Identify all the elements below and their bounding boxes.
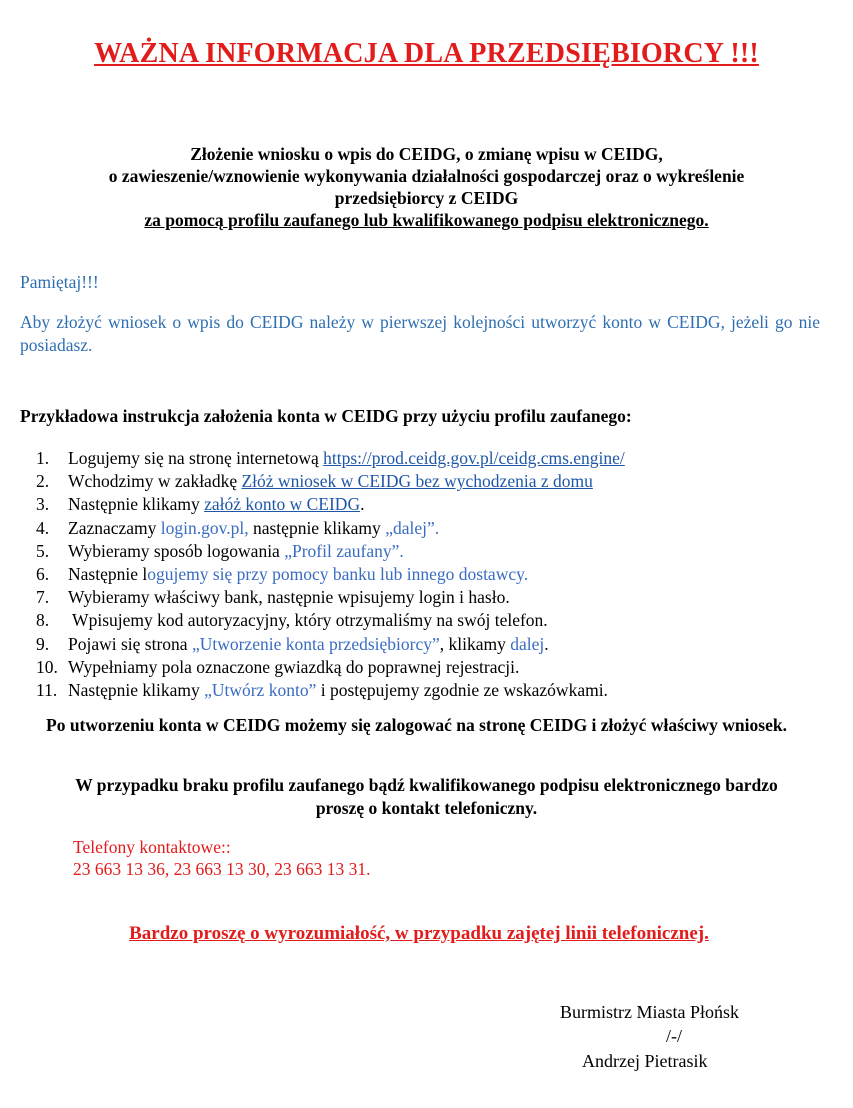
intro-line-1: Złożenie wniosku o wpis do CEIDG, o zmianę wpisu w CEIDG, bbox=[190, 144, 663, 164]
ceidg-url-link[interactable]: https://prod.ceidg.gov.pl/ceidg.cms.engine/ bbox=[323, 448, 625, 468]
apology-note: Bardzo proszę o wyrozumiałość, w przypadku zajętej linii telefonicznej. bbox=[129, 923, 709, 944]
intro-line-4: za pomocą profilu zaufanego lub kwalifikowanego podpisu elektronicznego. bbox=[144, 210, 709, 230]
highlight-text: „Utwórz konto” bbox=[204, 680, 317, 701]
step-text: Następnie klikamy bbox=[68, 680, 205, 701]
step-text: . bbox=[360, 494, 365, 515]
list-item bbox=[36, 517, 826, 540]
step-text: Logujemy się na stronę internetową bbox=[68, 448, 324, 468]
step-text: Wchodzimy w zakładkę bbox=[68, 471, 242, 492]
list-item bbox=[36, 563, 826, 586]
step-text: Pojawi się strona bbox=[68, 633, 192, 654]
list-number: 6. bbox=[36, 564, 50, 585]
list-item bbox=[36, 633, 826, 656]
no-profile-note bbox=[10, 774, 843, 820]
list-number: 4. bbox=[36, 517, 50, 538]
remember-note: Pamiętaj!!! bbox=[20, 272, 99, 292]
submit-application-link[interactable]: Złóż wniosek w CEIDG bez wychodzenia z domu bbox=[241, 471, 593, 492]
highlight-text: login.gov.pl, bbox=[160, 517, 249, 538]
info-paragraph: Aby złożyć wniosek o wpis do CEIDG należy w pierwszej kolejności utworzyć konto w CEIDG, jeżeli go nie posiadasz. bbox=[20, 312, 820, 355]
step-text: i postępujemy zgodnie ze wskazówkami. bbox=[316, 680, 608, 701]
list-number: 2. bbox=[36, 471, 50, 492]
step-text: Następnie klikamy bbox=[68, 494, 205, 515]
list-number: 3. bbox=[36, 494, 50, 515]
list-number: 1. bbox=[36, 448, 50, 468]
page-title: WAŻNA INFORMACJA DLA PRZEDSIĘBIORCY !!! bbox=[94, 38, 759, 69]
instruction-list bbox=[36, 447, 826, 702]
list-item bbox=[36, 493, 826, 516]
highlight-text: „Utworzenie konta przedsiębiorcy” bbox=[191, 633, 440, 654]
signature-role: Burmistrz Miasta Płońsk bbox=[560, 1002, 739, 1022]
contact-phones bbox=[73, 836, 371, 880]
phones-label: Telefony kontaktowe:: bbox=[73, 837, 231, 857]
step-text: Zaznaczamy bbox=[68, 517, 161, 538]
signature-mark: /-/ bbox=[666, 1026, 682, 1046]
list-item bbox=[36, 586, 826, 609]
no-profile-line-2: proszę o kontakt telefoniczny. bbox=[315, 798, 538, 818]
step-text: następnie klikamy bbox=[248, 517, 386, 538]
list-number: 10. bbox=[36, 656, 58, 677]
list-number: 7. bbox=[36, 587, 50, 608]
signature-name: Andrzej Pietrasik bbox=[582, 1051, 708, 1071]
intro-line-2: o zawieszenie/wznowienie wykonywania działalności gospodarczej oraz o wykreślenie bbox=[108, 166, 745, 186]
list-item bbox=[36, 679, 826, 702]
no-profile-line-1: W przypadku braku profilu zaufanego bądź kwalifikowanego podpisu elektronicznego bardzo bbox=[75, 775, 778, 795]
highlight-text: „dalej”. bbox=[385, 517, 440, 538]
phone-numbers: 23 663 13 36, 23 663 13 30, 23 663 13 31. bbox=[73, 859, 371, 879]
list-item bbox=[36, 470, 826, 493]
create-account-link[interactable]: załóż konto w CEIDG bbox=[204, 494, 361, 515]
step-text: Wypełniamy pola oznaczone gwiazdką do poprawnej rejestracji. bbox=[68, 656, 520, 677]
list-item bbox=[36, 656, 826, 679]
instruction-heading: Przykładowa instrukcja założenia konta w CEIDG przy użyciu profilu zaufanego: bbox=[20, 406, 632, 426]
highlight-text: dalej bbox=[510, 633, 545, 654]
highlight-text: „Profil zaufany”. bbox=[284, 540, 404, 561]
step-text: Wpisujemy kod autoryzacyjny, który otrzymaliśmy na swój telefon. bbox=[68, 610, 548, 631]
intro-line-3: przedsiębiorcy z CEIDG bbox=[334, 188, 519, 208]
step-text: . bbox=[544, 633, 549, 654]
list-item bbox=[36, 609, 826, 632]
list-number: 9. bbox=[36, 633, 50, 654]
intro-block bbox=[40, 143, 813, 231]
step-text: , klikamy bbox=[439, 633, 511, 654]
step-text: Wybieramy właściwy bank, następnie wpisujemy login i hasło. bbox=[68, 587, 510, 608]
list-item bbox=[36, 447, 826, 470]
list-number: 11. bbox=[36, 680, 58, 701]
step-text: Następnie l bbox=[68, 564, 148, 585]
highlight-text: ogujemy się przy pomocy banku lub innego dostawcy. bbox=[147, 564, 529, 585]
list-number: 8. bbox=[36, 610, 50, 631]
list-item bbox=[36, 540, 826, 563]
after-account-note: Po utworzeniu konta w CEIDG możemy się zalogować na stronę CEIDG i złożyć właściwy wniosek. bbox=[46, 715, 787, 735]
step-text: Wybieramy sposób logowania bbox=[68, 540, 285, 561]
list-number: 5. bbox=[36, 540, 50, 561]
